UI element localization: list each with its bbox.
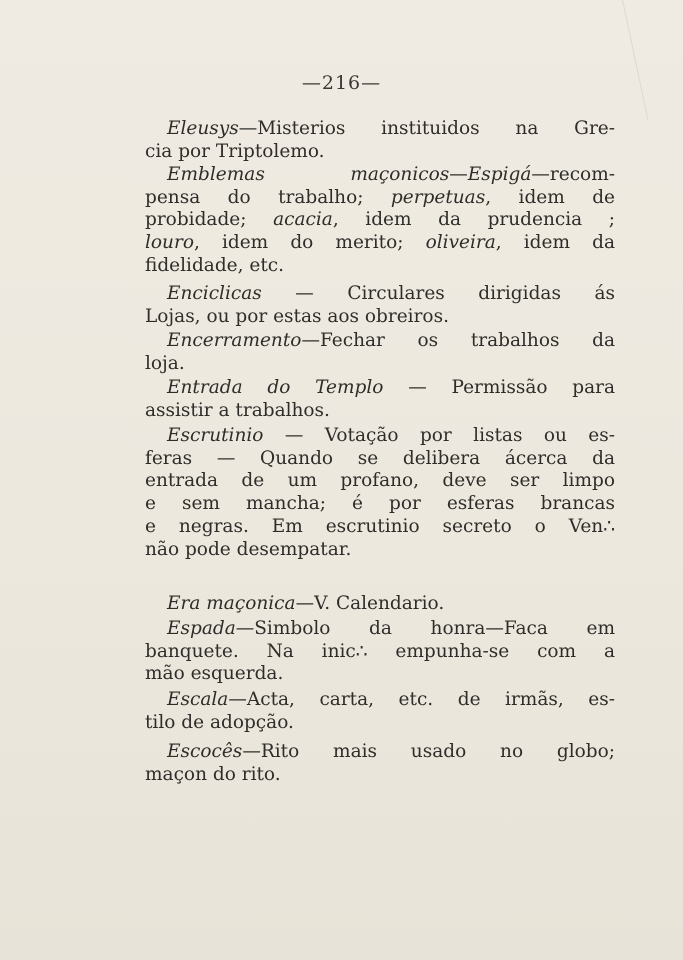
entry-line: entrada de um profano, deve ser limpo	[145, 470, 615, 492]
entry-line: Escala—Acta, carta, etc. de irmãs, es-	[167, 689, 615, 710]
entry-line: Encerramento—Fechar os trabalhos da	[167, 330, 615, 351]
entry-line: e sem mancha; é por esferas brancas	[145, 493, 615, 515]
page-number: —216—	[301, 72, 382, 94]
entry-line: assistir a trabalhos.	[145, 399, 330, 421]
entry-escala	[145, 689, 615, 734]
entry-era-maconica	[145, 593, 615, 616]
entry-line: Emblemas maçonicos—Espigá—recom-	[167, 164, 615, 185]
entry-entrada-templo	[145, 377, 615, 422]
entry-line: Enciclicas — Circulares dirigidas ás	[167, 283, 615, 304]
entry-emblemas	[145, 164, 615, 278]
entry-line: louro, idem do merito; oliveira, idem da	[145, 232, 615, 254]
entry-line: pensa do trabalho; perpetuas, idem de	[145, 186, 616, 208]
entry-line: Escrutinio — Votação por listas ou es-	[167, 425, 615, 446]
entry-line: fidelidade, etc.	[145, 254, 285, 276]
entry-line: loja.	[145, 352, 185, 374]
entry-escrutinio	[145, 425, 615, 561]
entry-line: tilo de adopção.	[145, 711, 294, 733]
entry-enciclicas	[145, 283, 615, 328]
entry-line: mão esquerda.	[145, 663, 284, 685]
entry-line: Escocês—Rito mais usado no globo;	[167, 741, 615, 762]
entry-line: feras — Quando se delibera ácerca da	[145, 447, 615, 469]
entry-line: Era maçonica—V. Calendario.	[167, 593, 445, 614]
entry-eleusys	[145, 118, 615, 163]
entry-line: Entrada do Templo — Permissão para	[167, 377, 615, 398]
entry-escoces	[145, 741, 615, 786]
entry-line: maçon do rito.	[145, 763, 281, 785]
entry-line: Espada—Simbolo da honra—Faca em	[167, 618, 615, 639]
entry-line: Eleusys—Misterios instituidos na Gre-	[167, 118, 615, 139]
entry-line: e negras. Em escrutinio secreto o Ven∴	[145, 515, 615, 537]
page-fold-mark	[622, 0, 683, 120]
entry-line: Lojas, ou por estas aos obreiros.	[145, 305, 449, 327]
entry-line: banquete. Na inic∴ empunha-se com a	[145, 640, 615, 662]
entry-line: probidade; acacia, idem da prudencia ;	[145, 209, 615, 231]
entry-encerramento	[145, 330, 615, 375]
entry-line: cia por Triptolemo.	[145, 140, 325, 162]
entry-espada	[145, 618, 615, 686]
entry-line: não pode desempatar.	[145, 538, 352, 560]
